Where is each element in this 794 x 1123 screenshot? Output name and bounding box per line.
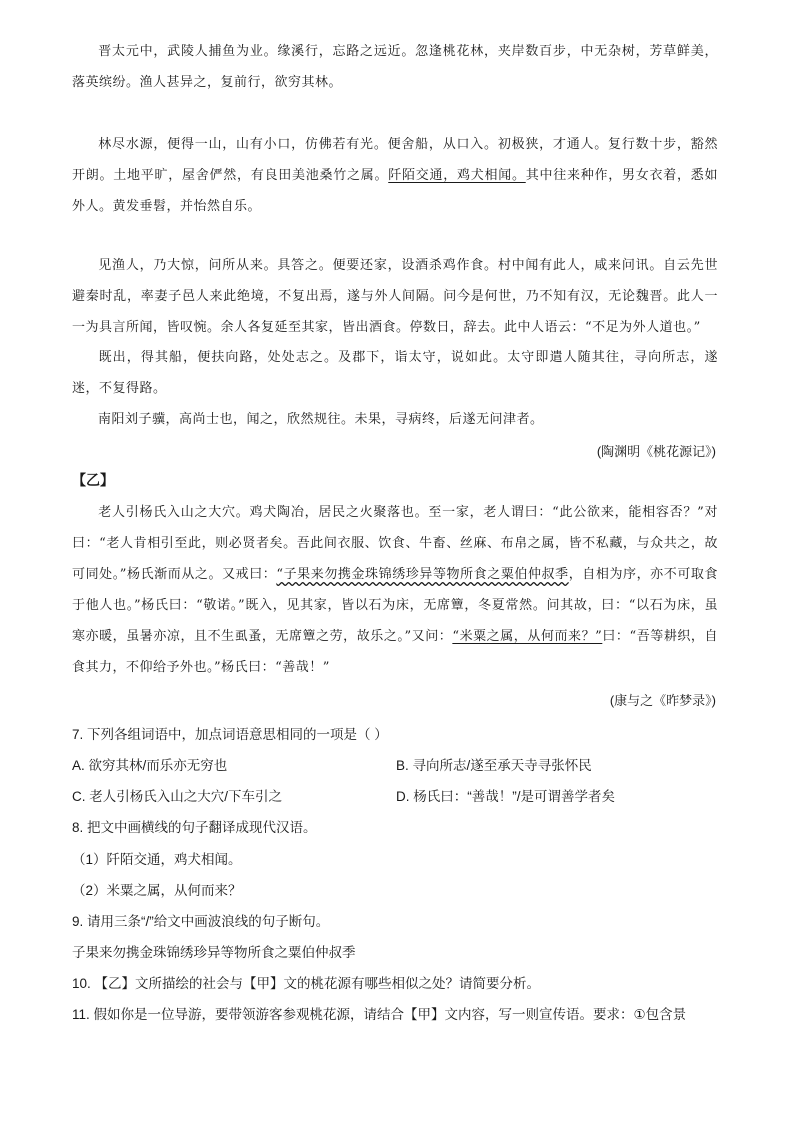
jia-paragraph-4: [72, 342, 718, 404]
question-7-option-c: C. 老人引杨氏入山之大穴/下车引之: [72, 789, 283, 804]
underlined-sentence-2: “米粟之属，从何而来？”: [452, 629, 603, 644]
question-9-sentence: 子果来勿携金珠锦绣珍异等物所食之粟伯仲叔季: [72, 945, 356, 960]
yi-citation: (康与之《昨梦录》): [609, 693, 716, 708]
question-8-sentence-2: （2）米粟之属，从何而来？: [72, 883, 242, 898]
jia-paragraph-2: [72, 129, 718, 222]
yi-heading: 【乙】: [72, 472, 114, 488]
jia-paragraph-4-text: 既出，得其船，便扶向路，处处志之。及郡下，诣太守，说如此。太守即遣人随其往，寻向所志，遂迷，不复得路。: [72, 350, 718, 396]
yi-paragraph-text-c: 曰：“吾等耕织，自食其力，不仰给予外也。”杨氏曰：“善哉！”: [72, 629, 718, 675]
question-9-stem: 9. 请用三条“/”给文中画波浪线的句子断句。: [72, 914, 330, 929]
question-10-stem: 10. 【乙】文所描绘的社会与【甲】文的桃花源有哪些相似之处？请简要分析。: [72, 976, 541, 991]
question-7-option-a: A. 欲穷其林/而乐亦无穷也: [72, 758, 228, 773]
question-7-option-d: D. 杨氏曰：“善哉！”/是可谓善学者矣: [396, 789, 615, 804]
jia-paragraph-1: [72, 36, 718, 98]
underlined-sentence-1: 阡陌交通，鸡犬相闻。: [388, 168, 526, 183]
jia-citation: (陶渊明《桃花源记》): [596, 444, 716, 459]
jia-paragraph-1-text: 晋太元中，武陵人捕鱼为业。缘溪行，忘路之远近。忽逢桃花林，夹岸数百步，中无杂树，芳草鲜美，落英缤纷。渔人甚异之，复前行，欲穷其林。: [72, 44, 718, 90]
question-11-stem: 11. 假如你是一位导游，要带领游客参观桃花源，请结合【甲】文内容，写一则宣传语。要求：①包含景: [72, 1007, 687, 1022]
jia-paragraph-3: [72, 250, 718, 343]
jia-paragraph-2-text-b: 其中往来种作，男女衣着，悉如外人。黄发垂髫，并怡然自乐。: [72, 168, 718, 214]
jia-paragraph-3-text: 见渔人，乃大惊，问所从来。具答之。便要还家，设酒杀鸡作食。村中闻有此人，咸来问讯。自云先世避秦时乱，率妻子邑人来此绝境，不复出焉，遂与外人间隔。问今是何世，乃不知有汉，无论魏晋。此人一一为具言所闻，皆叹惋。余人各复延至其家，皆出酒食。停数日，辞去。此中人语云：“不足为外人道也。”: [72, 258, 718, 335]
question-7-option-b: B. 寻向所志/遂至承天寺寻张怀民: [396, 758, 592, 773]
question-8-sentence-1: （1）阡陌交通，鸡犬相闻。: [72, 852, 242, 867]
question-8-stem: 8. 把文中画横线的句子翻译成现代汉语。: [72, 820, 317, 835]
yi-paragraph-text-b: ，自相为序，亦不可取食于他人也。”杨氏曰：“敬诺。”既入，见其家，皆以石为床，无席簟，冬夏常然。问其故，曰：“以石为床，虽寒亦暖，虽暑亦凉，且不生虱蚤，无席簟之劳，故乐之。”又问：: [72, 567, 718, 644]
wavy-underlined-sentence: “子果来勿携金珠锦绣珍异等物所食之粟伯仲叔季: [276, 567, 569, 582]
yi-paragraph: [72, 497, 718, 683]
jia-paragraph-2-text-a: 林尽水源，便得一山，山有小口，仿佛若有光。便舍船，从口入。初极狭，才通人。复行数十步，豁然开朗。土地平旷，屋舍俨然，有良田美池桑竹之属。: [72, 137, 718, 183]
jia-paragraph-5-text: 南阳刘子骥，高尚士也，闻之，欣然规往。未果，寻病终，后遂无问津者。: [98, 412, 544, 427]
yi-paragraph-text-a: 老人引杨氏入山之大穴。鸡犬陶冶，居民之火聚落也。至一家，老人谓曰：“此公欲来，能相容否？”对曰：“老人肯相引至此，则必贤者矣。吾此间衣服、饮食、牛畜、丝麻、布帛之属，皆不私藏，与众共之，故可同处。”杨氏渐而从之。又戒曰：: [72, 505, 718, 582]
question-7-stem: 7. 下列各组词语中，加点词语意思相同的一项是（ ）: [72, 727, 388, 742]
jia-paragraph-5: [72, 404, 718, 435]
